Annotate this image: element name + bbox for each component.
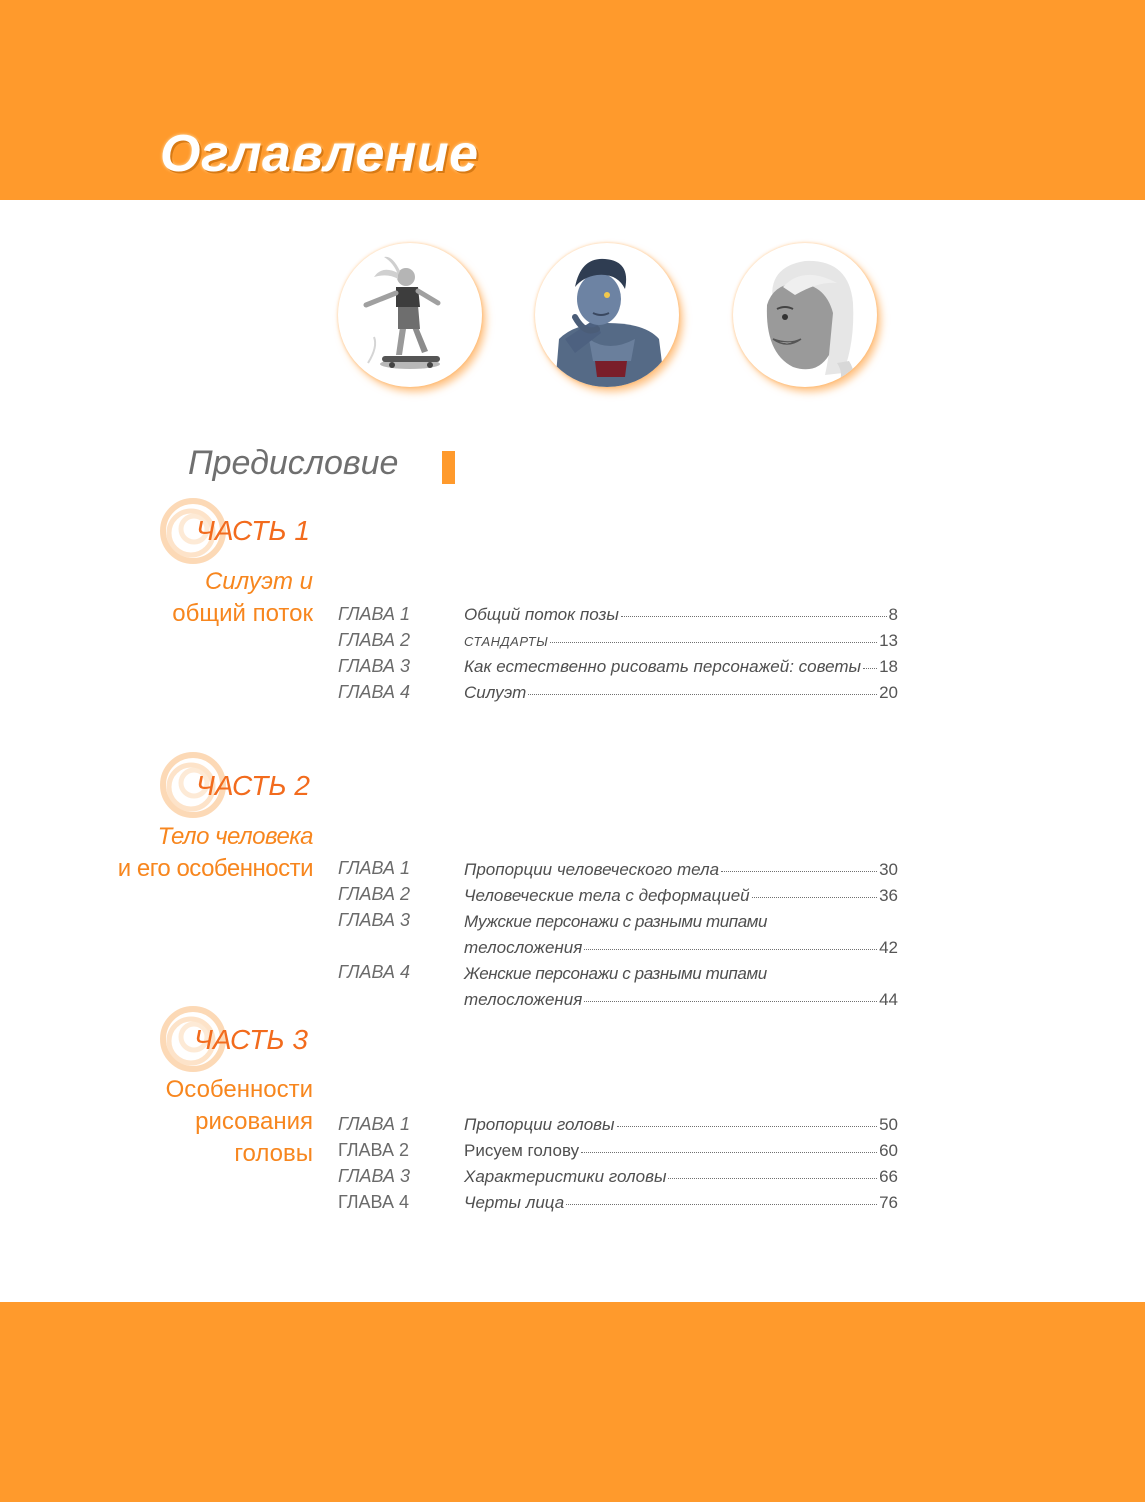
toc-entry[interactable] bbox=[464, 1193, 898, 1213]
toc-entry-page: 50 bbox=[879, 1115, 898, 1134]
part-2-chapter-4-label: ГЛАВА 4 bbox=[338, 962, 410, 982]
part-3-label[interactable]: ЧАСТЬ 3 bbox=[194, 1024, 308, 1055]
toc-entry[interactable] bbox=[464, 1167, 898, 1187]
part-3-chapter-2-label: ГЛАВА 2 bbox=[338, 1140, 409, 1160]
toc-entry-title: Характеристики головы bbox=[464, 1167, 667, 1186]
leader-dots bbox=[528, 694, 877, 695]
toc-entry-title-line1[interactable]: Мужские персонажи с разными типами bbox=[464, 912, 768, 931]
toc-entry-title-line2: телосложения bbox=[464, 938, 583, 957]
toc-entry-page: 76 bbox=[879, 1193, 898, 1212]
page-title: Оглавление bbox=[160, 125, 479, 183]
skater-girl-illustration bbox=[338, 243, 482, 387]
toc-entry-title-line1[interactable]: Женские персонажи с разными типами bbox=[464, 964, 767, 983]
toc-entry[interactable] bbox=[464, 657, 898, 677]
muscular-man-illustration bbox=[535, 243, 679, 387]
toc-entry[interactable] bbox=[464, 1141, 898, 1161]
part-1-title-line1: Силуэт и bbox=[204, 568, 313, 595]
part-1-title-line2: общий поток bbox=[172, 600, 313, 627]
leader-dots bbox=[752, 897, 877, 898]
leader-dots bbox=[581, 1152, 877, 1153]
part-3-title-line2: рисования bbox=[195, 1108, 313, 1135]
preface-heading[interactable]: Предисловие bbox=[188, 444, 399, 482]
leader-dots bbox=[668, 1178, 877, 1179]
part-1-chapter-2-label: ГЛАВА 2 bbox=[338, 630, 410, 650]
toc-entry-page: 30 bbox=[879, 860, 898, 879]
toc-entry[interactable] bbox=[464, 605, 898, 625]
part-2-title-line2: и его особенности bbox=[117, 855, 313, 882]
toc-entry-title: Человеческие тела с деформацией bbox=[464, 886, 750, 905]
preface-accent-bar bbox=[442, 451, 455, 484]
toc-entry-page: 60 bbox=[879, 1141, 898, 1160]
toc-entry-page: 66 bbox=[879, 1167, 898, 1186]
toc-entry-title: СТАНДАРТЫ bbox=[464, 634, 549, 649]
footer-band bbox=[0, 1302, 1145, 1502]
part-1-title bbox=[172, 566, 313, 630]
part-2-label[interactable]: ЧАСТЬ 2 bbox=[196, 770, 310, 801]
part-3-title-line1: Особенности bbox=[165, 1076, 313, 1103]
toc-entry[interactable] bbox=[464, 631, 898, 651]
leader-dots bbox=[584, 949, 877, 950]
toc-entry-title: Черты лица bbox=[464, 1193, 565, 1212]
part-2-chapter-2-label: ГЛАВА 2 bbox=[338, 884, 410, 904]
toc-entry-title: Как естественно рисовать персонажей: советы bbox=[464, 657, 862, 676]
leader-dots bbox=[863, 668, 877, 669]
toc-entry-title-line2: телосложения bbox=[464, 990, 583, 1009]
part-3-title-line3: головы bbox=[234, 1140, 313, 1167]
toc-entry-page: 36 bbox=[879, 886, 898, 905]
part-1-chapter-3-label: ГЛАВА 3 bbox=[338, 656, 410, 676]
part-1-label[interactable]: ЧАСТЬ 1 bbox=[196, 515, 310, 546]
part-3-chapter-4-label: ГЛАВА 4 bbox=[338, 1192, 409, 1212]
toc-entry-title: Пропорции человеческого тела bbox=[464, 860, 720, 879]
toc-entry-title: Силуэт bbox=[464, 683, 527, 702]
toc-entry[interactable] bbox=[464, 886, 898, 906]
toc-entry-page: 18 bbox=[879, 657, 898, 676]
toc-entry[interactable] bbox=[464, 1115, 898, 1135]
part-1-chapter-4-label: ГЛАВА 4 bbox=[338, 682, 410, 702]
toc-entry-page: 13 bbox=[879, 631, 898, 650]
part-2-chapter-3-label: ГЛАВА 3 bbox=[338, 910, 410, 930]
toc-entry-title: Рисуем голову bbox=[464, 1141, 580, 1160]
leader-dots bbox=[621, 616, 887, 617]
part-2-title bbox=[118, 821, 313, 885]
toc-entry-page: 42 bbox=[879, 938, 898, 957]
toc-entry-page: 8 bbox=[888, 605, 898, 624]
toc-entry[interactable] bbox=[464, 683, 898, 703]
part-1-chapter-1-label: ГЛАВА 1 bbox=[338, 604, 410, 624]
part-3-chapter-1-label: ГЛАВА 1 bbox=[338, 1114, 410, 1134]
toc-entry[interactable] bbox=[464, 990, 898, 1010]
leader-dots bbox=[617, 1126, 878, 1127]
woman-face-illustration bbox=[733, 243, 877, 387]
toc-entry-title: Общий поток позы bbox=[464, 605, 619, 624]
part-2-chapter-1-label: ГЛАВА 1 bbox=[338, 858, 410, 878]
toc-entry[interactable] bbox=[464, 938, 898, 958]
leader-dots bbox=[721, 871, 877, 872]
part-3-chapter-3-label: ГЛАВА 3 bbox=[338, 1166, 410, 1186]
toc-entry[interactable] bbox=[464, 860, 898, 880]
leader-dots bbox=[566, 1204, 877, 1205]
leader-dots bbox=[550, 642, 877, 643]
part-3-title bbox=[166, 1074, 313, 1170]
leader-dots bbox=[584, 1001, 877, 1002]
part-2-title-line1: Тело человека bbox=[157, 823, 313, 850]
toc-entry-title: Пропорции головы bbox=[464, 1115, 615, 1134]
toc-entry-page: 20 bbox=[879, 683, 898, 702]
toc-entry-page: 44 bbox=[879, 990, 898, 1009]
